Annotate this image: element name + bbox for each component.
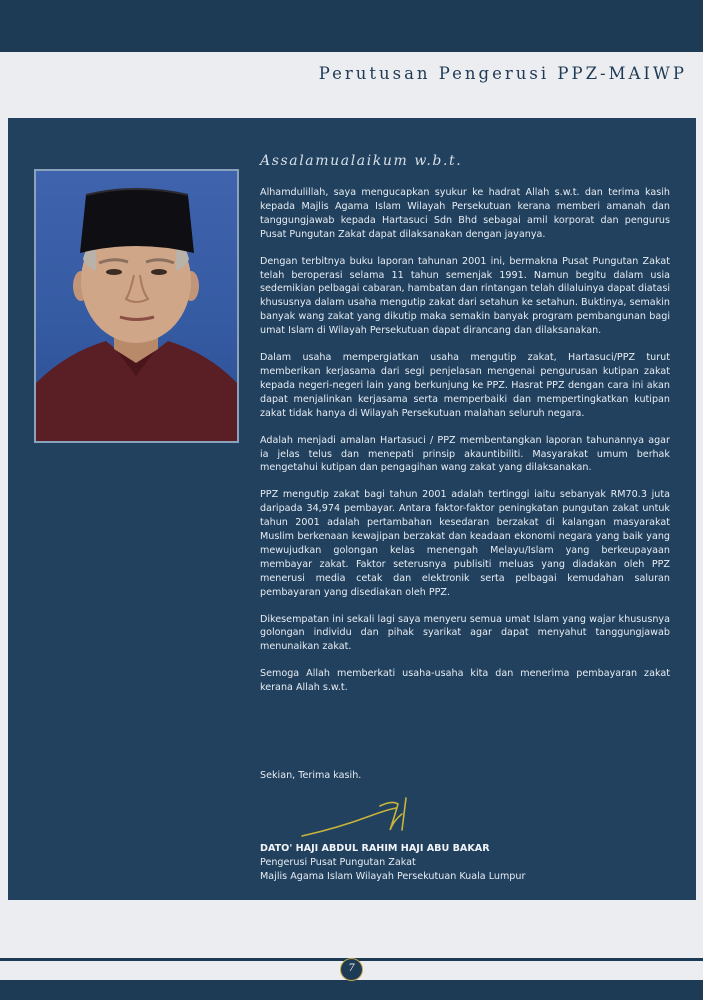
letter-paragraph: Adalah menjadi amalan Hartasuci / PPZ membentangkan laporan tahunannya agar ia jelas telus dan menepati prinsip akauntibiliti. Masyarakat umum berhak mengetahui kutipan dan pengagihan wang zakat yang dilaksanakan. xyxy=(260,434,670,474)
top-band xyxy=(0,0,703,52)
chairman-portrait xyxy=(34,169,239,443)
letter-paragraph: Alhamdulillah, saya mengucapkan syukur ke hadrat Allah s.w.t. dan terima kasih kepada Majlis Agama Islam Wilayah Persekutuan kerana memberi amanah dan tanggungjawab kepada Hartasuci Sdn Bhd sebagai amil korporat dan pengurus Pusat Pungutan Zakat dapat dilaksanakan dengan jayanya. xyxy=(260,187,670,240)
letter-paragraph: Dengan terbitnya buku laporan tahunan 2001 ini, bermakna Pusat Pungutan Zakat telah beroperasi selama 11 tahun semenjak 1991. Namun begitu dalam usia sedemikian pelbagai cabaran, hambatan dan rintangan telah dilaluinya dapat diatasi khususnya dalam usaha mengutip zakat dari setahun ke setahun. Buktinya, semakin banyak wang zakat yang dikutip maka semakin banyak program pembangunan bagi umat Islam di Wilayah Persekutuan dapat dirancang dan dilaksanakan. xyxy=(260,255,670,337)
portrait-illustration xyxy=(36,171,237,441)
signatory-organization: Majlis Agama Islam Wilayah Persekutuan Kuala Lumpur xyxy=(260,871,526,882)
letter-body xyxy=(260,186,670,708)
letter-paragraph: Semoga Allah memberkati usaha-usaha kita dan menerima pembayaran zakat kerana Allah s.w.t. xyxy=(260,668,670,694)
signature xyxy=(298,792,438,842)
closing-line: Sekian, Terima kasih. xyxy=(260,770,362,781)
signatory-name: DATO' HAJI ABDUL RAHIM HAJI ABU BAKAR xyxy=(260,843,490,854)
page-title: Perutusan Pengerusi PPZ-MAIWP xyxy=(318,64,687,83)
signatory-position: Pengerusi Pusat Pungutan Zakat xyxy=(260,857,416,868)
page-number: 7 xyxy=(340,958,363,981)
letter-paragraph: Dalam usaha mempergiatkan usaha mengutip zakat, Hartasuci/PPZ turut memberikan kerjasama dari segi penjelasan mengenai pengurusan kutipan zakat kepada negeri-negeri lain yang berkunjung ke PPZ. Hasrat PPZ dengan cara ini akan dapat menjalinkan kerjasama serta memperbaiki dan mempertingkatkan kutipan zakat tidak hanya di Wilayah Persekutuan malahan seluruh negara. xyxy=(260,352,670,419)
bottom-band xyxy=(0,980,703,1000)
letter-paragraph: Dikesempatan ini sekali lagi saya menyeru semua umat Islam yang wajar khususnya golongan individu dan pihak syarikat agar dapat menyahut tanggungjawab menunaikan zakat. xyxy=(260,613,670,653)
letter-paragraph: PPZ mengutip zakat bagi tahun 2001 adalah tertinggi iaitu sebanyak RM70.3 juta daripada 34,974 pembayar. Antara faktor-faktor peningkatan pungutan zakat untuk tahun 2001 adalah pertambahan kesedaran berzakat di kalangan masyarakat Muslim berkenaan kewajipan berzakat dan keadaan ekonomi negara yang baik yang mewujudkan golongan kelas menengah Melayu/Islam yang berkeupayaan membayar zakat. Faktor seterusnya publisiti meluas yang diadakan oleh PPZ menerusi media cetak dan elektronik serta pelbagai kemudahan saluran pembayaran yang disediakan oleh PPZ. xyxy=(260,489,670,598)
greeting: Assalamualaikum w.b.t. xyxy=(260,153,463,169)
